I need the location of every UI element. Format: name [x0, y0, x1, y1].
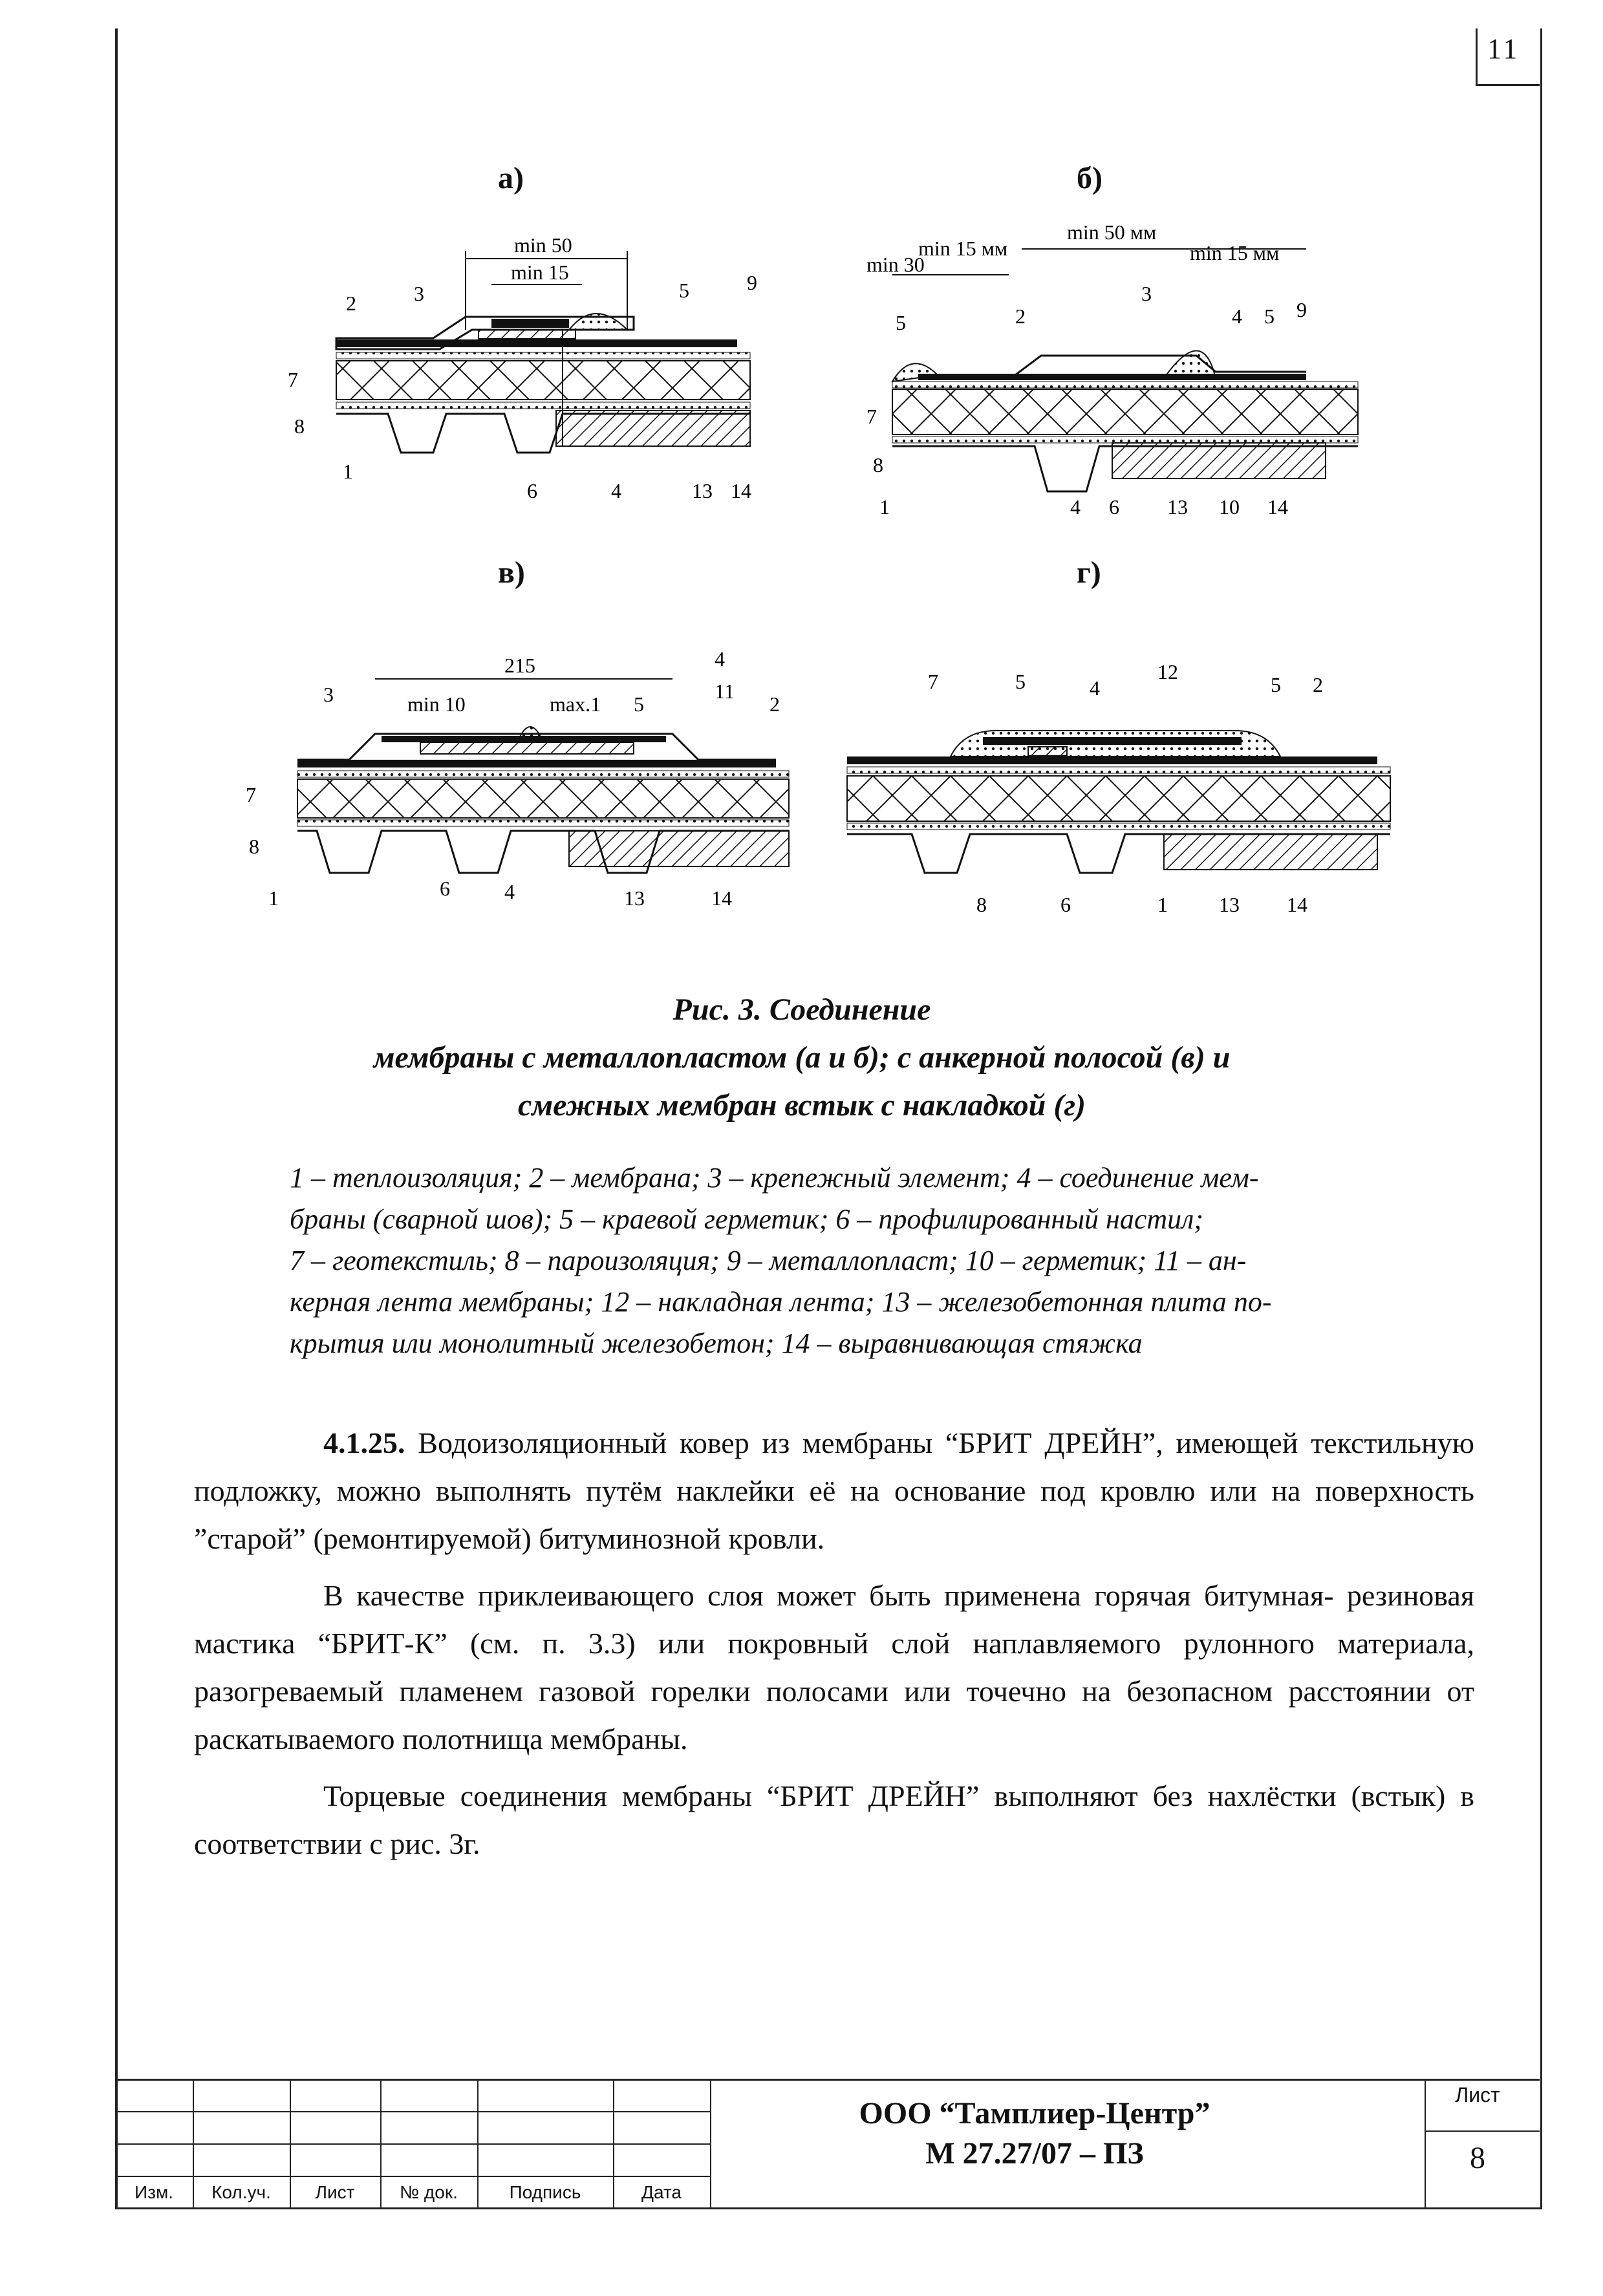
- figure-b-slab: [1112, 443, 1326, 478]
- callout: 5: [1271, 673, 1281, 696]
- figure-a-label: а): [498, 161, 524, 195]
- callout: 2: [346, 292, 356, 315]
- callout: 5: [1015, 670, 1026, 693]
- callout: 6: [1109, 495, 1119, 519]
- title-block-col-signature: Подпись: [509, 2182, 581, 2202]
- page-number: 11: [1487, 33, 1520, 65]
- figure-a-insulation: [336, 361, 750, 400]
- callout: 1: [343, 460, 353, 483]
- title-block-col-change: Изм.: [134, 2182, 173, 2202]
- figure-v-membrane: [297, 760, 776, 767]
- callout: 3: [414, 282, 424, 305]
- callout: 8: [976, 893, 987, 916]
- figure-g-membrane: [847, 756, 1377, 764]
- callout: 9: [1296, 298, 1307, 321]
- figure-v-slab: [569, 831, 789, 866]
- section-number: 4.1.25.: [323, 1426, 405, 1459]
- callout: 13: [692, 479, 713, 502]
- callout: 4: [504, 880, 515, 903]
- callout: 6: [1060, 893, 1071, 916]
- callout: 2: [1015, 305, 1026, 328]
- sheet-label: Лист: [1455, 2083, 1500, 2107]
- legend-line: браны (сварной шов); 5 – краевой герметик; 6 – профилированный настил;: [290, 1203, 1204, 1235]
- callout: 12: [1157, 660, 1178, 683]
- legend-line: керная лента мембраны; 12 – накладная лента; 13 – железобетонная плита по-: [290, 1286, 1272, 1318]
- callout: 3: [323, 683, 334, 706]
- callout: 1: [268, 886, 279, 910]
- figure-b-membrane: [918, 374, 1306, 380]
- paragraph: Торцевые соединения мембраны “БРИТ ДРЕЙН” выполняют без нахлёстки (встык) в соответствии с рис. 3г.: [194, 1779, 1474, 1860]
- figure-g-slab: [1164, 834, 1377, 870]
- callout: 10: [1219, 495, 1240, 519]
- figure-a-membrane: [336, 339, 737, 347]
- title-block-col-doc: № док.: [400, 2182, 458, 2202]
- callout: 4: [611, 479, 621, 502]
- figure-g-diagram: [834, 660, 1403, 918]
- figure-b-insulation: [892, 389, 1358, 435]
- title-block-org: [711, 2094, 1358, 2174]
- callout: 4: [1090, 676, 1100, 700]
- callout: 13: [1167, 495, 1188, 519]
- callout: 1: [879, 495, 890, 519]
- figure-v-anchor-strip: [420, 742, 634, 754]
- callout: 14: [731, 479, 751, 502]
- caption-line: мембраны с металлопластом (а и б); с анкерной полосой (в) и: [373, 1040, 1231, 1075]
- callout: 2: [1313, 673, 1323, 696]
- callout: 4: [715, 647, 725, 671]
- legend-line: 1 – теплоизоляция; 2 – мембрана; 3 – крепежный элемент; 4 – соединение мем-: [290, 1162, 1259, 1194]
- callout: 1: [1157, 893, 1168, 916]
- callout: 4: [1070, 495, 1081, 519]
- title-block-col-sheet: Лист: [315, 2182, 355, 2202]
- callout: 8: [294, 414, 305, 438]
- figure-a-slab: [556, 411, 750, 446]
- callout: 14: [1287, 893, 1307, 916]
- figure-b-dim-min15-left: min 15 мм: [918, 237, 1008, 260]
- figure-g-insulation: [847, 776, 1390, 821]
- callout: 7: [246, 783, 256, 806]
- callout: 2: [769, 692, 780, 716]
- callout: 13: [1219, 893, 1240, 916]
- callout: 8: [249, 835, 259, 858]
- callout: 11: [715, 680, 735, 703]
- callout: 5: [634, 692, 644, 716]
- figure-a-dim-min15: min 15: [511, 261, 569, 284]
- callout: 7: [866, 405, 877, 428]
- title-block-col-date: Дата: [641, 2182, 682, 2202]
- title-block-col-qty: Кол.уч.: [211, 2182, 271, 2202]
- figure-b-diagram: [854, 220, 1384, 530]
- paragraph-text: Водоизоляционный ковер из мембраны “БРИТ ДРЕЙН”, имеющей текстильную подложку, можно выполнять путём наклейки её на основание под кровлю или на поверхность ”старой” (ремонтируемой) битуминозной кровли.: [194, 1426, 1474, 1555]
- figure-v-dim-min10: min 10: [407, 692, 466, 716]
- callout: 5: [679, 279, 689, 302]
- figure-g-cover-strip: [983, 737, 1242, 745]
- figure-g-label: г): [1077, 555, 1101, 590]
- figure-legend: [290, 1157, 1441, 1364]
- paragraph: В качестве приклеивающего слоя может быть применена горячая битумная- резиновая мастика “БРИТ-К” (см. п. 3.3) или покровный слой наплавляемого рулонного материала, разогреваемый пламенем газовой горелки полосами или точечно на безопасном расстоянии от раскатываемого полотнища мембраны.: [194, 1579, 1474, 1755]
- callout: 9: [747, 271, 757, 294]
- figure-b-label: б): [1077, 161, 1103, 195]
- paragraph: [194, 1419, 1474, 1563]
- figure-v-label: в): [498, 555, 525, 590]
- figure-caption: [194, 986, 1410, 1130]
- callout: 7: [928, 670, 938, 693]
- callout: 14: [1267, 495, 1288, 519]
- figure-b-dim-min50: min 50 мм: [1067, 220, 1157, 244]
- figure-a-diagram: [285, 233, 776, 504]
- document-code: М 27.27/07 – ПЗ: [925, 2136, 1144, 2171]
- callout: 3: [1141, 282, 1152, 305]
- figure-v-dim-max1: max.1: [550, 692, 601, 716]
- callout: 14: [711, 886, 732, 910]
- legend-line: крытия или монолитный железобетон; 14 – выравнивающая стяжка: [290, 1327, 1143, 1359]
- figure-v-diagram: [233, 647, 802, 918]
- sheet-number: 8: [1470, 2141, 1485, 2175]
- callout: 13: [624, 886, 645, 910]
- callout: 4: [1232, 305, 1242, 328]
- figure-a-dim-min50: min 50: [514, 233, 572, 257]
- callout: 5: [1264, 305, 1275, 328]
- figure-b-dim-min15-right: min 15 мм: [1190, 241, 1280, 264]
- caption-line: смежных мембран встык с накладкой (г): [517, 1088, 1086, 1122]
- figure-v-dim-215: 215: [504, 654, 535, 677]
- figure-b-dim-min30: min 30: [866, 253, 925, 276]
- callout: 6: [440, 877, 450, 900]
- figure-v-insulation: [297, 779, 789, 818]
- callout: 7: [288, 368, 298, 391]
- caption-line: Рис. 3. Соединение: [672, 992, 931, 1027]
- callout: 5: [896, 311, 906, 334]
- callout: 8: [873, 453, 883, 477]
- legend-line: 7 – геотекстиль; 8 – пароизоляция; 9 – металлопласт; 10 – герметик; 11 – ан-: [290, 1245, 1247, 1276]
- body-text: [194, 1419, 1474, 1868]
- callout: 6: [527, 479, 537, 502]
- organization-name: ООО “Тамплиер-Центр”: [859, 2096, 1210, 2130]
